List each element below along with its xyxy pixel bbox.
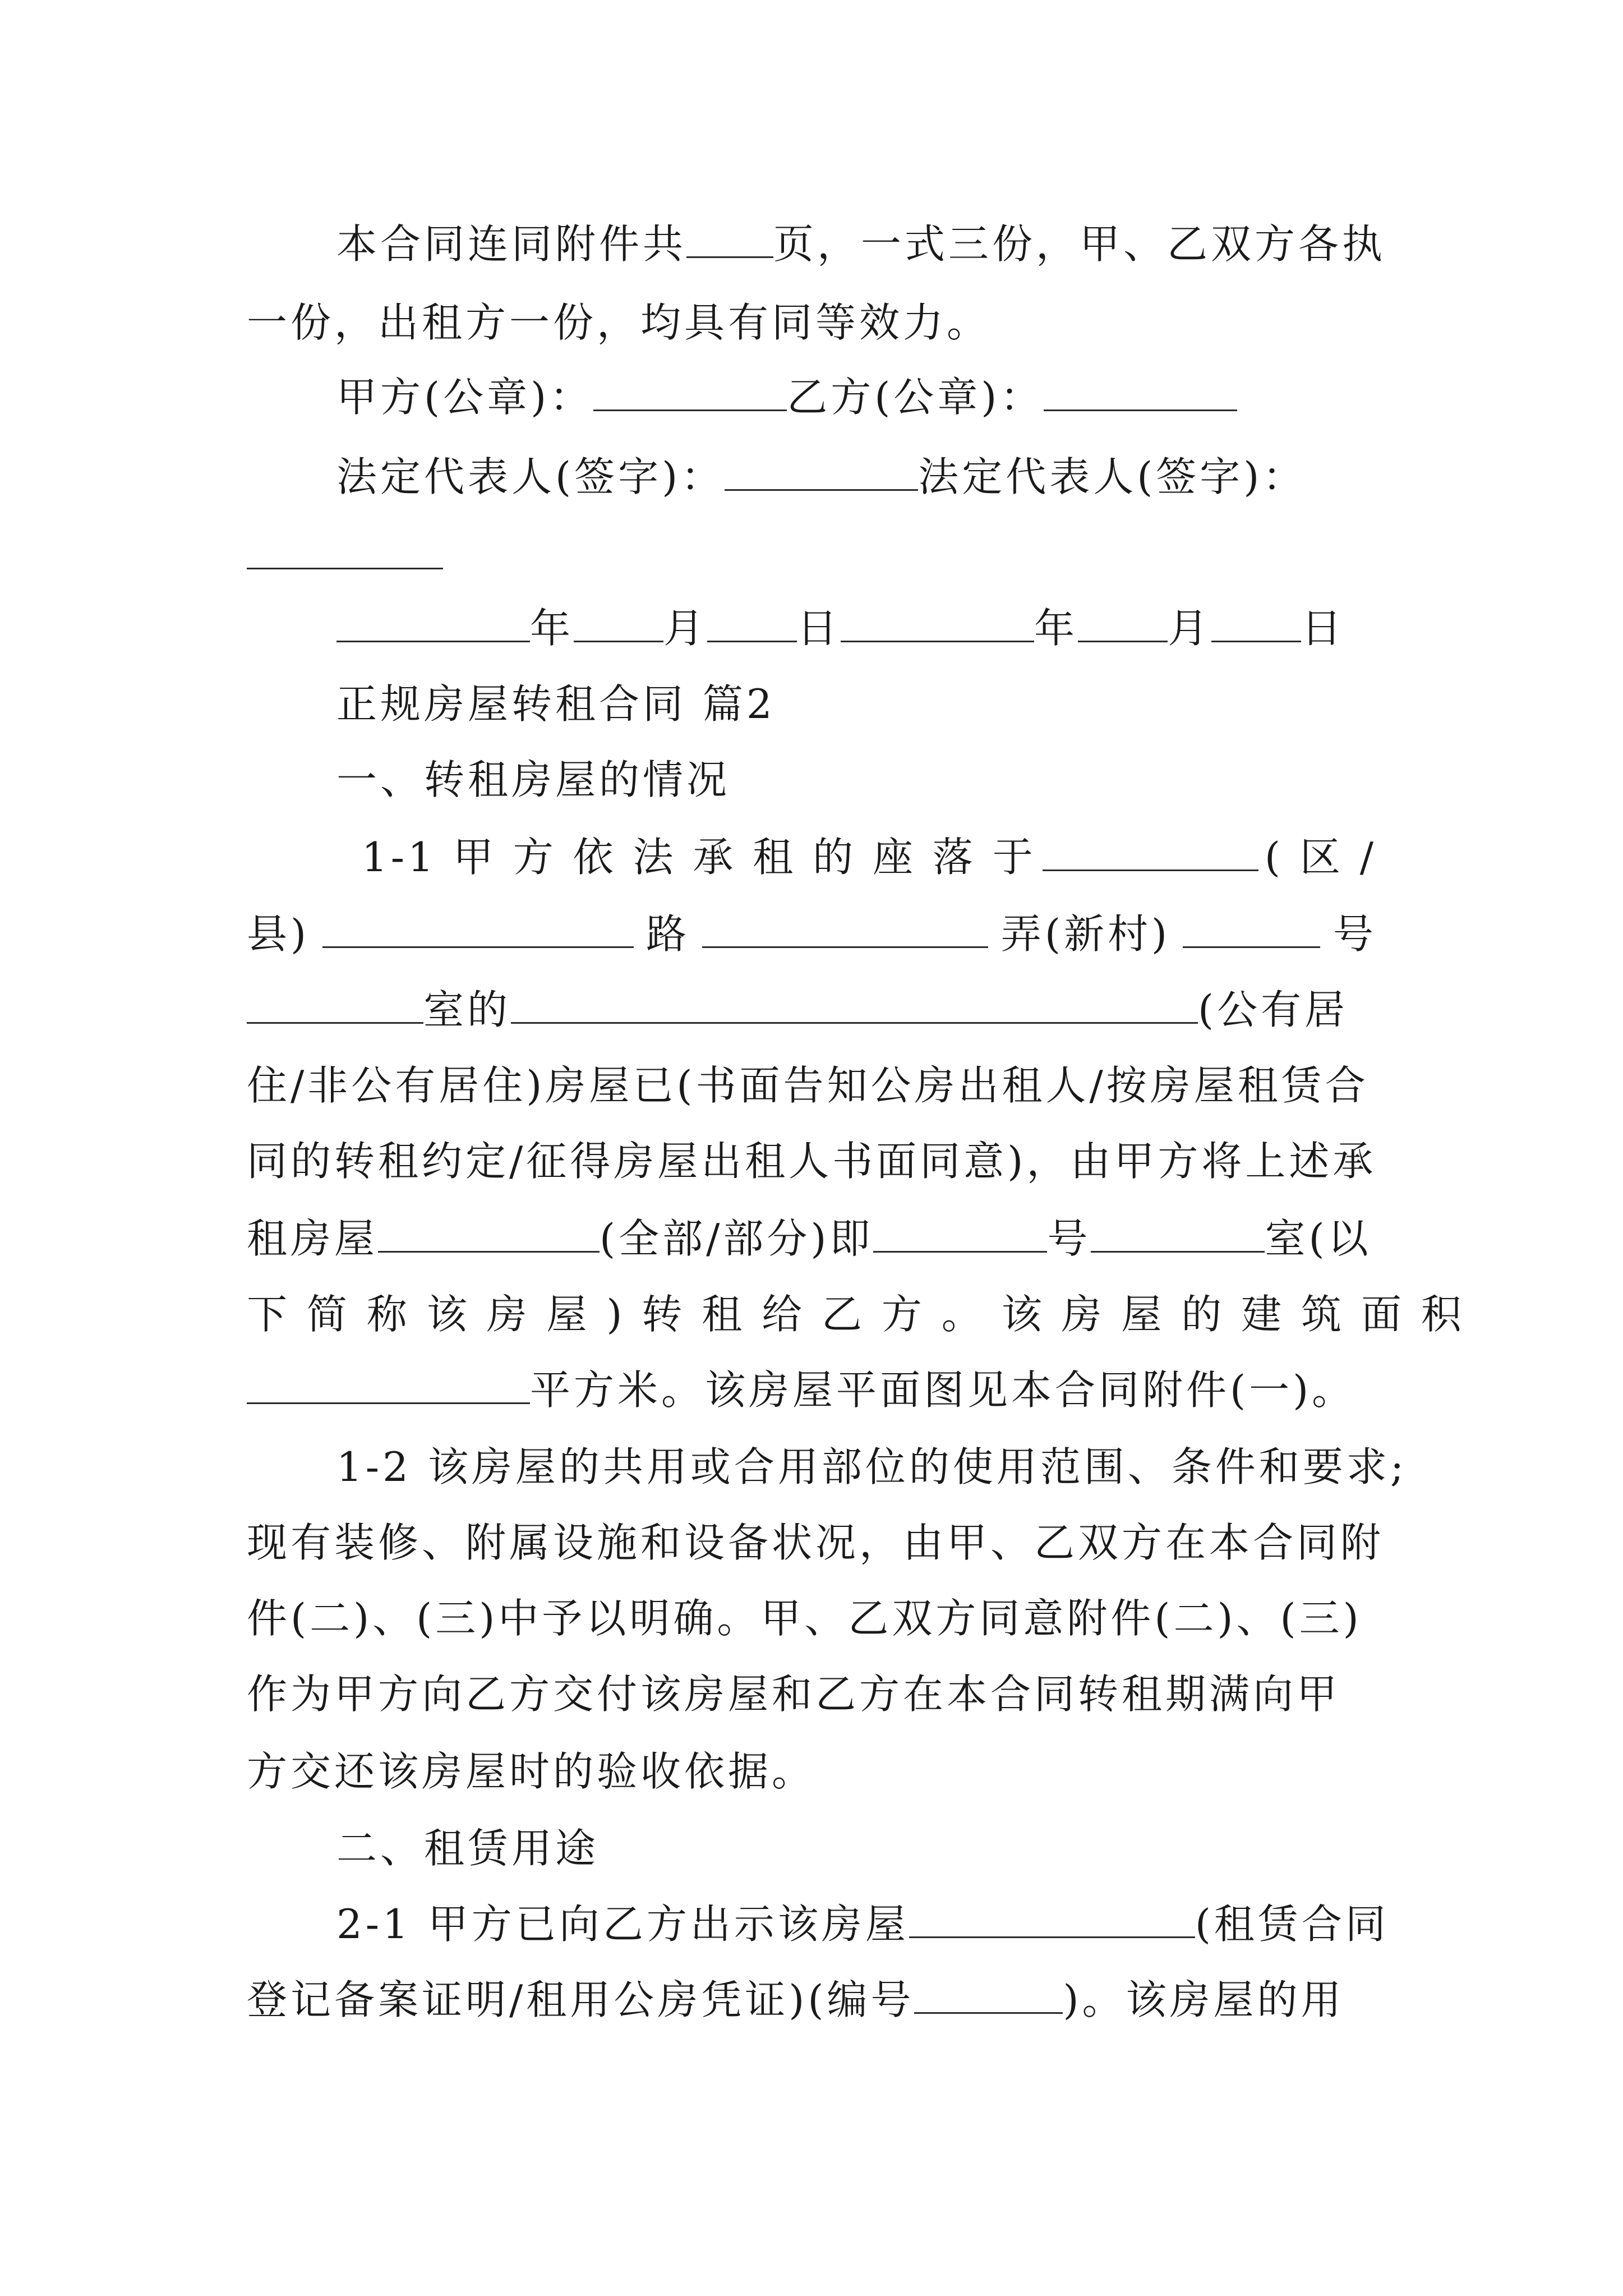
blank-field [725, 452, 918, 491]
text-segment: 平方米。该房屋平面图见本合同附件(一)。 [530, 1366, 1356, 1414]
text-line [247, 906, 1377, 962]
text-segment: 同的转租约定/征得房屋出租人书面同意)，由甲方将上述承 [247, 1138, 1377, 1185]
party-b-rep-label: 法定代表人(签字)： [918, 453, 1307, 500]
blank-field [593, 372, 787, 411]
blank-field [247, 1365, 530, 1404]
blank-field [1183, 909, 1320, 948]
blank-field [1078, 604, 1168, 642]
blank-field [873, 1214, 1047, 1253]
text-line [336, 1439, 1407, 1495]
month-label: 月 [663, 605, 708, 652]
text-segment: 1-1 甲 方 依 法 承 租 的 座 落 于 [362, 834, 1036, 881]
text-segment: 页，一式三份，甲、乙双方各执 [773, 220, 1386, 268]
text-line [336, 216, 1386, 272]
heading-text: 二、租赁用途 [336, 1825, 600, 1872]
text-segment: 现有装修、附属设施和设备状况，由甲、乙双方在本合同附 [247, 1519, 1385, 1566]
text-line [247, 1057, 1369, 1114]
blank-field [1044, 372, 1237, 411]
text-line [247, 1211, 1372, 1267]
signature-line-seal [336, 369, 1237, 425]
text-segment: 号 [1047, 1215, 1091, 1262]
blank-field [511, 985, 1198, 1024]
party-b-seal-label: 乙方(公章)： [787, 374, 1044, 421]
blank-field [1043, 832, 1258, 871]
text-line [247, 1286, 1465, 1342]
blank-field [1091, 1214, 1265, 1253]
signature-line-rep [336, 449, 1306, 505]
text-line [247, 295, 990, 351]
text-segment: 下 简 称 该 房 屋 ) 转 租 给 乙 方 。 该 房 屋 的 建 筑 面 积 [247, 1291, 1465, 1338]
title-text: 正规房屋转租合同 篇2 [336, 680, 776, 728]
text-segment: 室的 [423, 986, 511, 1033]
blank-field [841, 604, 1034, 642]
text-line [362, 829, 1377, 885]
text-segment: )。该房屋的用 [1063, 1976, 1345, 2023]
party-a-seal-label: 甲方(公章)： [336, 374, 594, 421]
blank-field [914, 1975, 1063, 2014]
text-segment: 号 [1332, 910, 1377, 958]
text-segment: 路 [645, 910, 690, 958]
text-segment: 本合同连同附件共 [336, 220, 687, 268]
text-line [247, 1515, 1384, 1571]
text-line [336, 1896, 1389, 1952]
text-segment: 县) [247, 910, 310, 958]
blank-field [686, 219, 773, 258]
text-line [247, 1666, 1340, 1722]
day-label: 日 [1301, 605, 1345, 652]
date-line [336, 600, 1345, 656]
text-segment: (全部/部分)即 [600, 1215, 874, 1262]
text-segment: (租赁合同 [1195, 1901, 1389, 1948]
text-segment: 租房屋 [247, 1215, 379, 1262]
blank-field [322, 909, 634, 948]
section-heading [336, 752, 730, 808]
blank-line [247, 527, 443, 583]
section-heading [336, 1820, 599, 1876]
text-segment: 室(以 [1265, 1215, 1372, 1262]
text-segment: 一份，出租方一份，均具有同等效力。 [247, 299, 991, 346]
blank-field [707, 604, 797, 642]
text-line [247, 1743, 815, 1800]
text-segment: 登记备案证明/租用公房凭证)(编号 [247, 1976, 915, 2023]
text-segment: 作为甲方向乙方交付该房屋和乙方在本合同转租期满向甲 [247, 1671, 1341, 1718]
text-line [247, 982, 1348, 1038]
text-segment: 件(二)、(三)中予以明确。甲、乙双方同意附件(二)、(三) [247, 1595, 1362, 1642]
section-title [336, 676, 776, 732]
blank-field [247, 531, 443, 569]
text-segment: 1-2 该房屋的共用或合用部位的使用范围、条件和要求; [336, 1443, 1408, 1490]
text-segment: 弄(新村) [1000, 910, 1171, 958]
blank-field [247, 985, 423, 1024]
text-segment: 2-1 甲方已向乙方出示该房屋 [336, 1901, 909, 1948]
text-segment: 住/非公有居住)房屋已(书面告知公房出租人/按房屋租赁合 [247, 1062, 1369, 1109]
heading-text: 一、转租房屋的情况 [336, 756, 731, 803]
text-line [247, 1590, 1362, 1646]
party-a-rep-label: 法定代表人(签字)： [336, 453, 725, 500]
text-segment: 方交还该房屋时的验收依据。 [247, 1748, 816, 1795]
text-line [247, 1362, 1355, 1418]
blank-field [1211, 604, 1301, 642]
blank-field [336, 604, 530, 642]
text-line [247, 1972, 1345, 2028]
day-label: 日 [797, 605, 841, 652]
blank-field [378, 1214, 600, 1253]
text-segment: ( 区 / [1264, 834, 1377, 881]
text-line [247, 1133, 1376, 1189]
blank-field [909, 1899, 1195, 1938]
blank-field [574, 604, 663, 642]
blank-field [702, 909, 988, 948]
year-label: 年 [530, 605, 574, 652]
text-segment: (公有居 [1198, 986, 1349, 1033]
month-label: 月 [1168, 605, 1212, 652]
year-label: 年 [1034, 605, 1078, 652]
